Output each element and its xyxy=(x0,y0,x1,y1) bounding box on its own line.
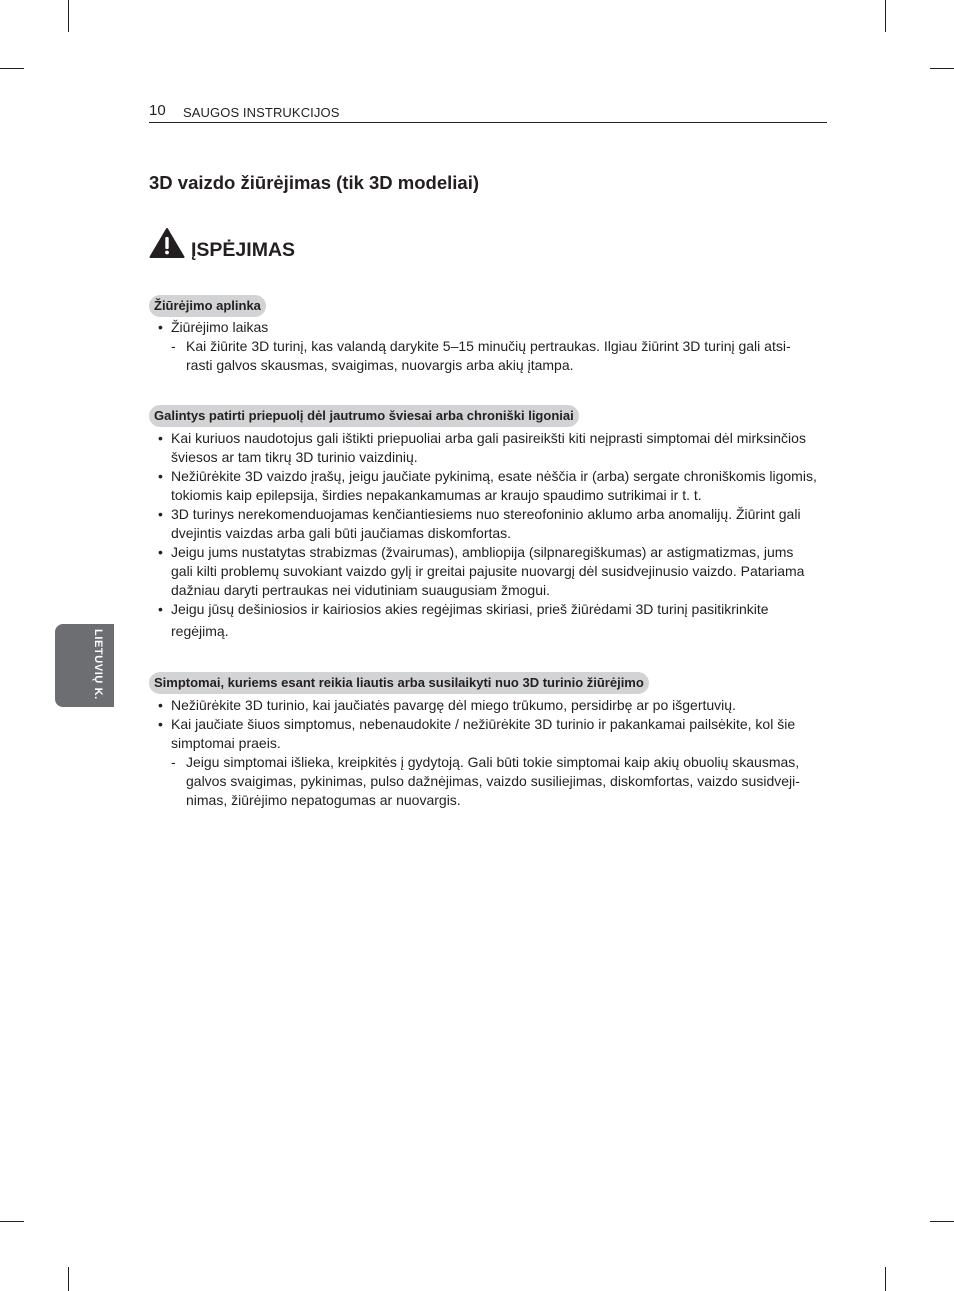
crop-mark xyxy=(68,0,69,32)
bullet-text: Nežiūrėkite 3D vaizdo įrašų, jeigu jaučiate pykinimą, esate nėščia ir (arba) sergate chroniškomis ligomis, xyxy=(171,468,817,484)
dash-text: nimas, žiūrėjimo nepatogumas ar nuovargis. xyxy=(186,792,461,808)
bullet-icon: • xyxy=(158,506,163,522)
bullet-text: Kai kuriuos naudotojus gali ištikti priepuoliai arba gali pasireikšti kiti neįprasti simptomai dėl mirksinčios xyxy=(171,430,806,446)
warning-label: ĮSPĖJIMAS xyxy=(191,239,296,261)
crop-mark xyxy=(68,1267,69,1291)
bullet-icon: • xyxy=(158,601,163,617)
dash-text: Kai žiūrite 3D turinį, kas valandą darykite 5–15 minučių pertraukas. Ilgiau žiūrint 3D turinį gali atsi- xyxy=(186,338,791,354)
bullet-text: Jeigu jums nustatytas strabizmas (žvairumas), ambliopija (silpnaregiškumas) ar astigmatizmas, jums xyxy=(171,544,794,560)
section-title: 3D vaizdo žiūrėjimas (tik 3D modeliai) xyxy=(149,172,480,193)
bullet-text: simptomai praeis. xyxy=(171,735,281,751)
bullet-text: regėjimą. xyxy=(171,623,229,639)
bullet-text: Kai jaučiate šiuos simptomus, nebenaudokite / nežiūrėkite 3D turinio ir pakankamai pailsėkite, kol šie xyxy=(171,716,796,732)
dash-icon: - xyxy=(171,754,176,770)
bullet-icon: • xyxy=(158,716,163,732)
language-tab-label: LIETUVIŲ K. xyxy=(92,629,104,700)
bullet-text: dažniau daryti pertraukas nei vidutiniam suaugusiam žmogui. xyxy=(171,582,550,598)
bullet-text: gali kilti problemų suvokiant vaizdo gylį ir greitai pajusite nuovargį dėl susidvejinusio vaizdo. Patariama xyxy=(171,563,805,579)
crop-mark xyxy=(0,1221,24,1222)
crop-mark xyxy=(885,1267,886,1291)
bullet-text: šviesos ar tam tikrų 3D turinio vaizdinių. xyxy=(171,449,418,465)
section-heading: Žiūrėjimo aplinka xyxy=(149,295,266,317)
crop-mark xyxy=(885,0,886,32)
warning-triangle-icon xyxy=(149,227,185,259)
bullet-icon: • xyxy=(158,468,163,484)
bullet-text: Nežiūrėkite 3D turinio, kai jaučiatės pavargę dėl miego trūkumo, persidirbę ar po išgertuvių. xyxy=(171,697,736,713)
section-heading: Galintys patirti priepuolį dėl jautrumo šviesai arba chroniški ligoniai xyxy=(149,405,579,427)
bullet-icon: • xyxy=(158,697,163,713)
bullet-icon: • xyxy=(158,319,163,335)
bullet-text: dvejintis vaizdas arba gali būti jaučiamas diskomfortas. xyxy=(171,525,512,541)
bullet-text: Žiūrėjimo laikas xyxy=(171,319,269,335)
page-number: 10 xyxy=(149,102,166,119)
bullet-text: tokiomis kaip epilepsija, širdies nepakankamumas ar kraujo spaudimo sutrikimai ir t. t. xyxy=(171,487,702,503)
dash-text: galvos svaigimas, pykinimas, pulso dažnėjimas, vaizdo susiliejimas, diskomfortas, vaizdo susidveji- xyxy=(186,773,800,789)
dash-icon: - xyxy=(171,338,176,354)
bullet-text: 3D turinys nerekomenduojamas kenčiantiesiems nuo stereofoninio aklumo arba anomalijų. Žiūrint gali xyxy=(171,506,801,522)
crop-mark xyxy=(930,68,954,69)
crop-mark xyxy=(930,1221,954,1222)
section-heading: Simptomai, kuriems esant reikia liautis arba susilaikyti nuo 3D turinio žiūrėjimo xyxy=(149,672,649,694)
crop-mark xyxy=(0,68,24,69)
dash-text: Jeigu simptomai išlieka, kreipkitės į gydytoją. Gali būti tokie simptomai kaip akių obuolių skausmas, xyxy=(186,754,800,770)
bullet-icon: • xyxy=(158,544,163,560)
bullet-text: Jeigu jūsų dešiniosios ir kairiosios akies regėjimas skiriasi, prieš žiūrėdami 3D turinį pasitikrinkite xyxy=(171,601,769,617)
bullet-icon: • xyxy=(158,430,163,446)
language-tab xyxy=(55,624,114,707)
page-header xyxy=(149,102,827,123)
dash-text: rasti galvos skausmas, svaigimas, nuovargis arba akių įtampa. xyxy=(186,357,574,373)
running-head: SAUGOS INSTRUKCIJOS xyxy=(183,105,340,120)
